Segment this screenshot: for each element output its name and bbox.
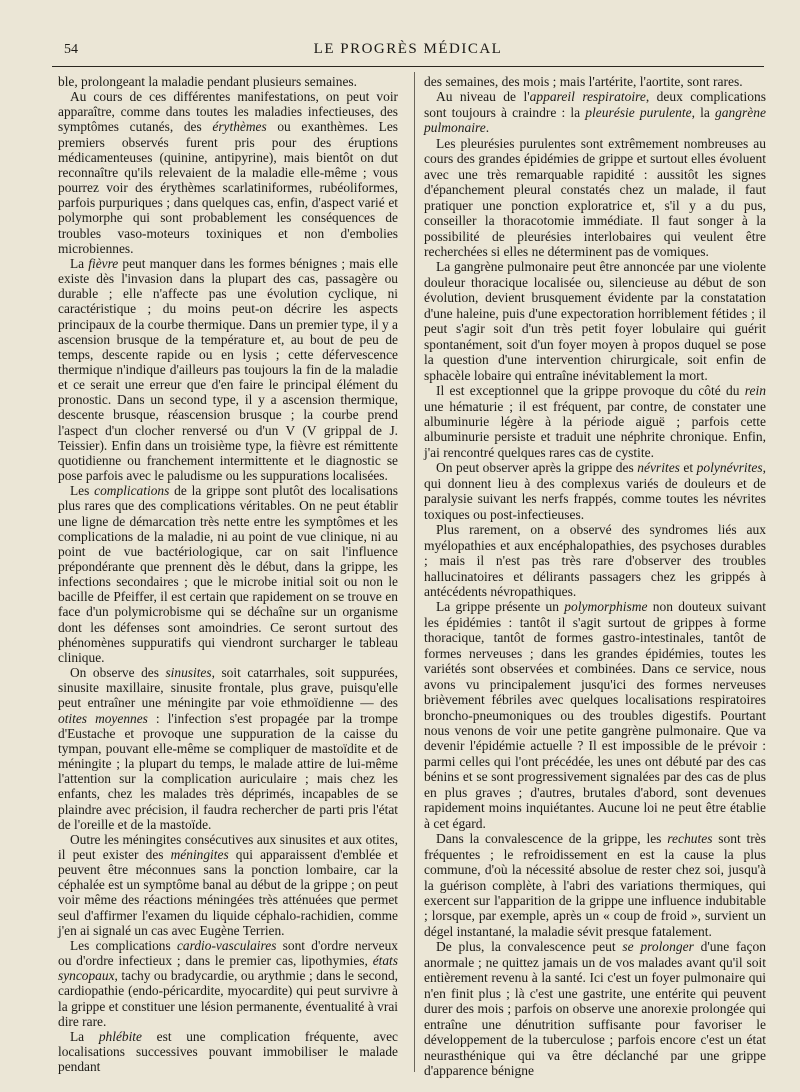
paragraph: des semaines, des mois ; mais l'artérite, l'aortite, sont rares.: [424, 74, 743, 89]
paragraph: Dans la convalescence de la grippe, les rechutes sont très fréquentes ; le refroidissement en est la cause la plus commune, d'où la nécessité absolue de rester chez soi, jusqu'à la guérison complète, à l'abri des variations thermiques, qui exercent sur l'apparition de la grippe une influence indubitable ; lorsque, par exemple, après un « coup de froid », survient un dégel instantané, la maladie sévit presque fatalement.: [424, 831, 767, 939]
paragraph: ble, prolongeant la maladie pendant plusieurs semaines.: [58, 74, 357, 89]
right-column: [424, 74, 766, 1078]
paragraph: Plus rarement, on a observé des syndromes liés aux myélopathies et aux encéphalopathies, des psychoses durables ; mais il n'est pas très rare d'observer des troubles hallucinatoires et délirants passagers chez les grippés à antécédents névropathiques.: [424, 522, 766, 599]
paragraph: Il est exceptionnel que la grippe provoque du côté du rein une hématurie ; il est fréquent, par contre, de constater une albuminurie légère à la période aiguë ; parfois cette albuminurie persiste et traduit une néphrite chronique. Enfin, j'ai rencontré quelques rares cas de cystite.: [424, 383, 766, 460]
paragraph: La fièvre peut manquer dans les formes bénignes ; mais elle existe dès l'invasion dans la plupart des cas, passagère ou durable ; elle n'affecte pas une évolution cyclique, ni caractéristique ; du moins peut-on décrire les aspects principaux de la courbe thermique. Dans un premier type, il y a ascension brusque de la température et, au bout de peu de temps, descente rapide ou en lysis ; cette défervescence thermique n'indique d'ailleurs pas toujours la fin de la maladie et ce serait une erreur que d'en faire le principal élément du pronostic. Dans un second type, il y a ascension thermique, descente brusque, réascension brusque ; la courbe prend l'aspect d'un clocher renversé ou d'un V (V grippal de J. Teissier). Enfin dans un troisième type, la fièvre est rémittente quotidienne ou franchement intermittente et le diagnostic se pose parfois avec le paludisme ou les suppurations localisées.: [58, 255, 398, 484]
running-title: LE PROGRÈS MÉDICAL: [313, 41, 503, 57]
paragraph: De plus, la convalescence peut se prolonger d'une façon anormale ; ne quittez jamais un de vos malades avant qu'il soit entièrement revenu à la santé. Ici c'est un foyer pulmonaire qui n'en finit plus ; là c'est une gastrite, une entérite qui peuvent durer des mois ; parfois on observe une anorexie prolongée qui entraîne une dénutrition suffisante pour favoriser le développement de la tuberculose ; parfois encore c'est un état neurasthénique qui va être déclanché par une grippe d'apparence bénigne: [424, 939, 766, 1078]
paragraph: La grippe présente un polymorphisme non douteux suivant les épidémies : tantôt il s'agit surtout de grippes à forme thoracique, tantôt de formes gastro-intestinales, tantôt de formes nerveuses ; dans les grandes épidémies, toutes les variétés sont observées et combinées. Dans ce service, nous avons vu principalement jusqu'ici des formes nerveuses brièvement fébriles avec quelques localisations respiratoires broncho-pneumoniques ou des troubles digestifs. Pourtant nous venons de voir une petite gangrène pulmonaire. Que va devenir l'épidémie actuelle ? Il est impossible de le prévoir : parmi celles qui l'ont précédée, les unes ont débuté par des cas bénins et se sont progressivement signalées par des cas de plus en plus graves ; d'autres, brutales d'abord, sont devenues rapidement moins inquiétantes. Aucune loi ne peut être établie à cet égard.: [424, 599, 766, 831]
paragraph: Les pleurésies purulentes sont extrêmement nombreuses au cours des grandes épidémies de grippe et surtout elles évoluent avec une très remarquable rapidité : aussitôt les signes d'épanchement pleural constatés chez un malade, il faut pratiquer une ponction exploratrice et, s'il y a du pus, conseiller la thoracotomie immédiate. Il faut songer à la possibilité de pleurésies interlobaires qui veulent être recherchées si elles ne déterminent pas de vomiques.: [424, 135, 766, 259]
paragraph: On observe des sinusites, soit catarrhales, soit suppurées, sinusite maxillaire, sinusite frontale, plus grave, puisqu'elle peut entraîner une méningite par voie ethmoïdienne — des otites moyennes : l'infection s'est propagée par la trompe d'Eustache et provoque une suppuration de la caisse du tympan, pouvant elle-même se compliquer de mastoïdite et de méningite ; la plupart du temps, le malade attire de lui-même l'attention sur la complication auriculaire ; mais chez les enfants, chez les malades très déprimés, incapables de se plaindre avec précision, il faudra rechercher de parti pris l'état de l'oreille et de la mastoïde.: [58, 665, 399, 832]
page-header: [52, 40, 764, 62]
paragraph: La gangrène pulmonaire peut être annoncée par une violente douleur thoracique localisée ou, silencieuse au début de son évolution, devient brusquement évidente par la constatation d'une haleine, puis d'une expectoration horriblement fétides ; il peut s'agir soit d'un très petit foyer lobulaire qui guérit spontanément, soit d'un foyer moyen à propos duquel se pose la question d'une intervention chirurgicale, soit enfin de sphacèle lobaire qui entraîne inévitablement la mort.: [424, 259, 766, 383]
column-divider: [414, 72, 415, 1072]
paragraph: Les complications de la grippe sont plutôt des localisations plus rares que des complications véritables. On ne peut établir une ligne de démarcation très nette entre les symptômes et les complications de la maladie, ni au point de vue clinique, ni au point de vue bactériologique, car on sait l'influence prépondérante que prennent dès le début, dans la grippe, les infections secondaires ; que le microbe initial soit ou non le bacille de Pfeiffer, il est certain que rapidement on se trouve en face d'un polymicrobisme qui se déchaîne sur un organisme dont les défenses sont amoindries. Ce seront surtout des phénomènes suppuratifs qui viendront surcharger le tableau clinique.: [58, 483, 398, 665]
left-column: [58, 74, 398, 1074]
page-number: 54: [64, 42, 78, 57]
paragraph: Les complications cardio-vasculaires sont d'ordre nerveux ou d'ordre infectieux ; dans le premier cas, lipothymies, états syncopaux, tachy ou bradycardie, ou arythmie ; dans le second, cardiopathie (endo-péricardite, myocardite) qui peut survivre à la grippe et constituer une lésion permanente, éventualité à vrai dire rare.: [58, 937, 398, 1029]
paragraph: Au niveau de l'appareil respiratoire, deux complications sont toujours à craindre : la pleurésie purulente, la gangrène pulmonaire.: [424, 89, 767, 136]
paragraph: Outre les méningites consécutives aux sinusites et aux otites, il peut exister des méningites qui apparaissent d'emblée et peuvent être méconnues sans la ponction lombaire, car la céphalée est un symptôme banal au début de la grippe ; on peut voir même des réactions méningées très atténuées que permet seul d'affirmer l'examen du liquide céphalo-rachidien, comme j'en ai signalé un cas avec Eugène Terrien.: [58, 831, 398, 938]
paragraph: Au cours de ces différentes manifestations, on peut voir apparaître, comme dans toutes les maladies infectieuses, des symptômes cutanés, des érythèmes ou exanthèmes. Les premiers observés furent pris pour des éruptions médicamenteuses (quinine, antipyrine), mais bientôt on dut reconnaître qu'ils relevaient de la maladie elle-même ; vous pourrez voir des érythèmes scarlatiniformes, rubéoliformes, parfois purpuriques ; dans quelques cas, enfin, d'aspect varié et polymorphe qui sont probablement les conséquences de troubles vaso-moteurs toxiniques et non d'embolies microbiennes.: [58, 89, 398, 256]
paragraph: On peut observer après la grippe des névrites et polynévrites, qui donnent lieu à des complexus variés de douleurs et de paralysie suivant les nerfs frappés, comme toutes les névrites toxiques ou post-infectieuses.: [424, 460, 766, 522]
header-rule: [52, 66, 764, 67]
paragraph: La phlébite est une complication fréquente, avec localisations successives pouvant immobiliser le malade pendant: [58, 1028, 398, 1075]
